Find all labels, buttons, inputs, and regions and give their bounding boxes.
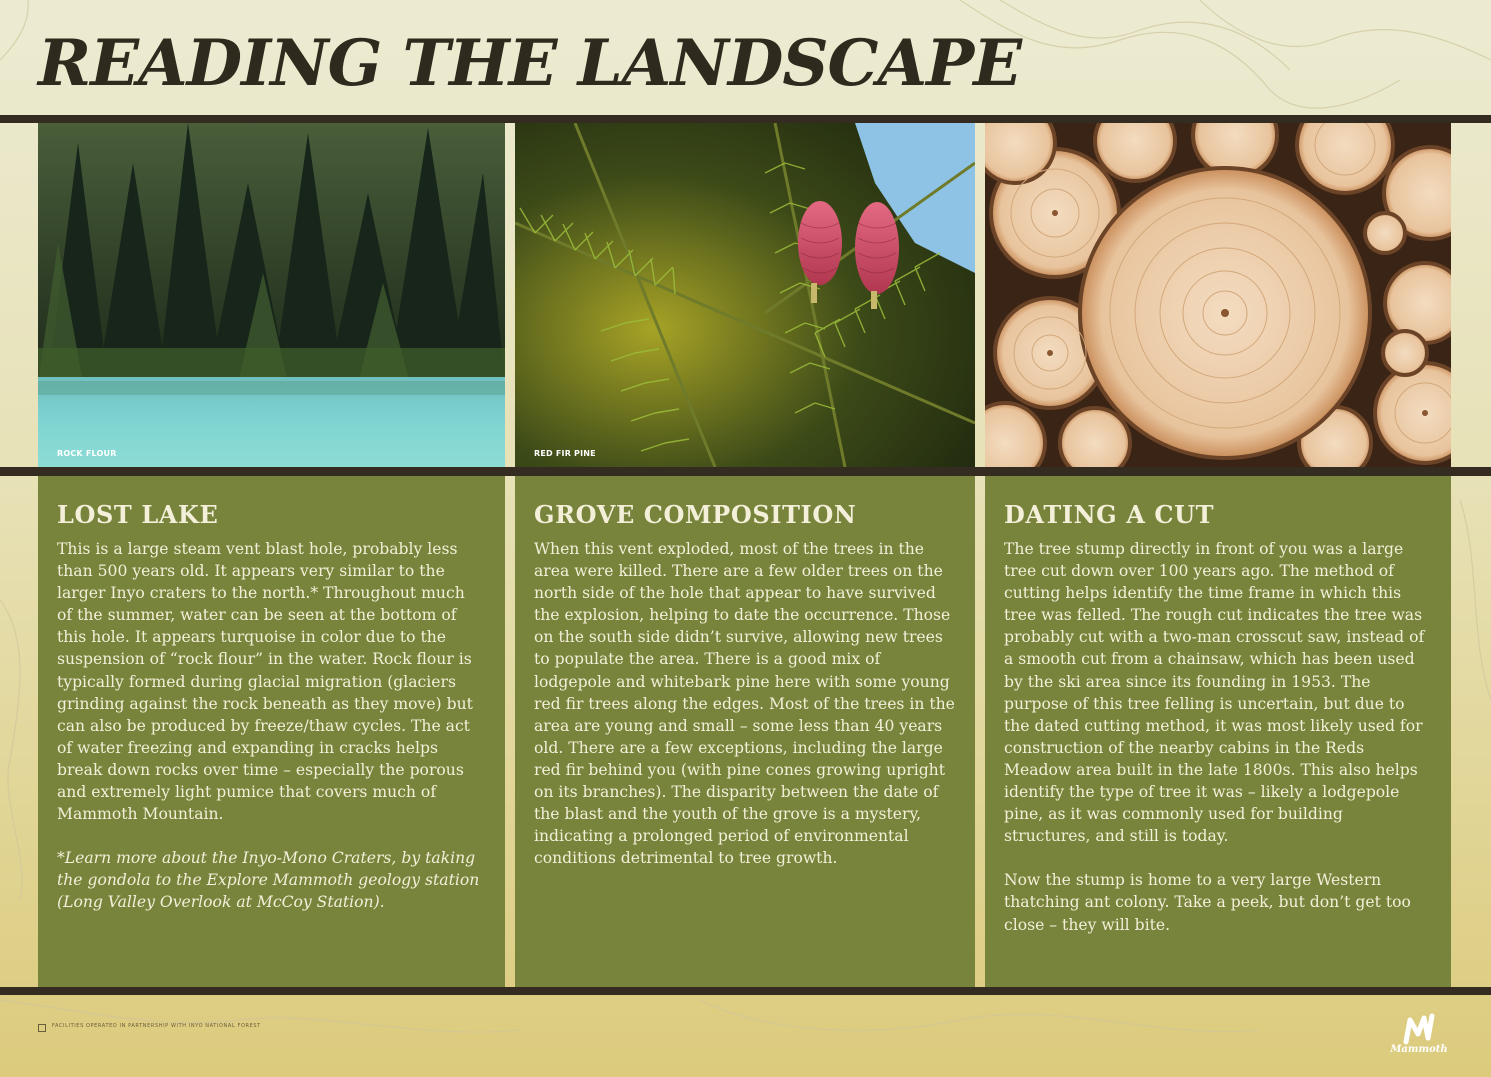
photo-lost-lake: [38, 123, 505, 467]
photo-caption: ROCK FLOUR: [57, 449, 117, 458]
panel-lost-lake: [38, 476, 505, 987]
bottom-divider: [0, 987, 1491, 995]
partnership-text: FACILITIES OPERATED IN PARTNERSHIP WITH INYO NATIONAL FOREST: [52, 1023, 261, 1029]
lake-image: [38, 123, 505, 467]
panel-body: This is a large steam vent blast hole, probably less than 500 years old. It appears very similar to the larger Inyo craters to the north.* Throughout much of the summer, water can be seen at the bottom of this hole. It appears turquoise in color due to the suspension of “rock flour” in the water. Rock flour is typically formed during glacial migration (glaciers grinding against the rock beneath as they move) but can also be produced by freeze/thaw cycles. The act of water freezing and expanding in cracks helps break down rocks over time – especially the porous and extremely light pumice that covers much of Mammoth Mountain.: [57, 540, 473, 824]
middle-divider: [0, 467, 1491, 476]
panel-note: *Learn more about the Inyo-Mono Craters, by taking the gondola to the Explore Mammoth geology station (Long Valley Overlook at McCoy Station).: [57, 849, 480, 912]
panel-body: The tree stump directly in front of you was a large tree cut down over 100 years ago. The method of cutting helps identify the time frame in which this tree was felled. The rough cut indicates the tree was probably cut with a two-man crosscut saw, instead of a smooth cut from a chainsaw, which has been used by the ski area since its founding in 1953. The purpose of this tree felling is uncertain, but due to the dated cutting method, it was most likely used for construction of the nearby cabins in the Reds Meadow area built in the late 1800s. This also helps identify the type of tree it was – likely a lodgepole pine, as it was commonly used for building structures, and still is today.: [1004, 540, 1425, 846]
photo-caption: RED FIR PINE: [534, 449, 596, 458]
fir-cone-image: [515, 123, 975, 467]
panel-body: When this vent exploded, most of the trees in the area were killed. There are a few older trees on the north side of the hole that appear to have survived the explosion, helping to date the occurrence. Those on the south side didn’t survive, allowing new trees to populate the area. There is a good mix of lodgepole and whitebark pine here with some young red fir trees along the edges. Most of the trees in the area are young and small – some less than 40 years old. There are a few exceptions, including the large red fir behind you (with pine cones growing upright on its branches). The disparity between the date of the blast and the youth of the grove is a mystery, indicating a prolonged period of environmental conditions detrimental to tree growth.: [534, 540, 955, 868]
forest-service-icon: [38, 1024, 46, 1032]
top-divider: [0, 115, 1491, 123]
photo-red-fir: [515, 123, 975, 467]
panel-heading: GROVE COMPOSITION: [534, 500, 857, 529]
wood-slices-image: [985, 123, 1451, 467]
photo-wood-slices: [985, 123, 1451, 467]
panel-body-2: Now the stump is home to a very large Western thatching ant colony. Take a peek, but don’t get too close – they will bite.: [1004, 871, 1411, 934]
panel-heading: LOST LAKE: [57, 500, 219, 529]
panel-dating-a-cut: [985, 476, 1451, 987]
mammoth-logo-text: Mammoth: [1390, 1044, 1448, 1055]
page-title: READING THE LANDSCAPE: [38, 26, 1022, 101]
panel-heading: DATING A CUT: [1004, 500, 1215, 529]
panel-grove-composition: [515, 476, 975, 987]
